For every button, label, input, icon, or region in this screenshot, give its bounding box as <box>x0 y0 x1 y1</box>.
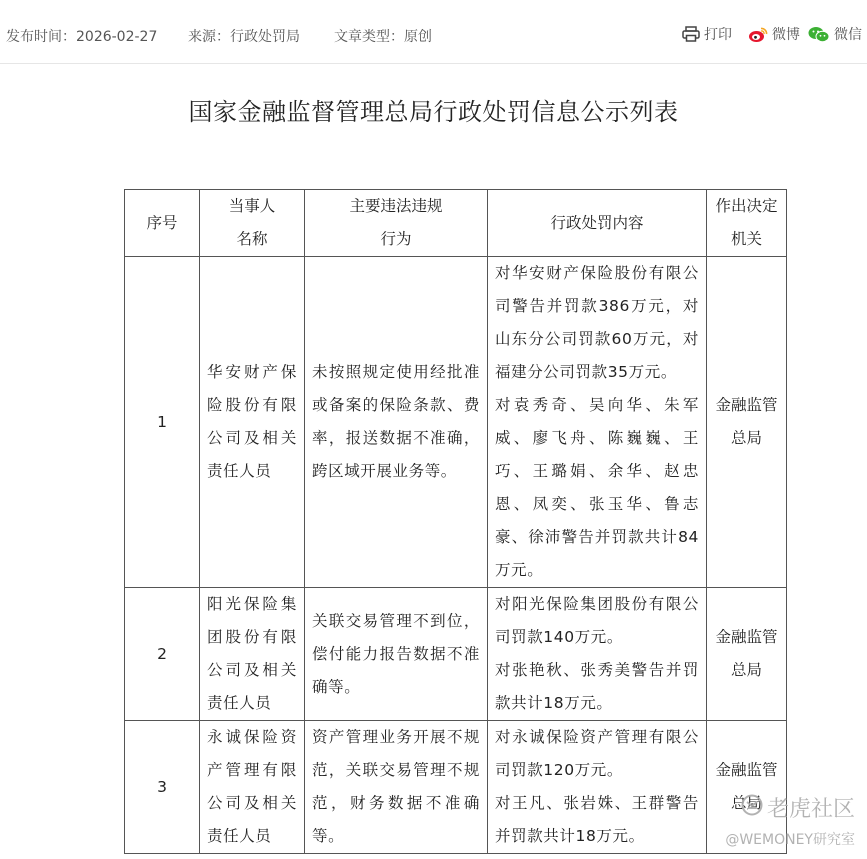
table-row <box>125 257 787 588</box>
watermark-sub: @WEMONEY研究室 <box>725 832 855 848</box>
penalty-content <box>488 257 707 588</box>
publish-date: 发布时间：2026-02-27 <box>6 29 158 45</box>
violation-description: 关联交易管理不到位，偿付能力报告数据不准确等。 <box>305 588 488 721</box>
party-name: 永诚保险资产管理有限公司及相关责任人员 <box>200 721 305 854</box>
watermark-main: 老虎社区 <box>725 792 855 823</box>
table-row <box>125 721 787 854</box>
header-penalty: 行政处罚内容 <box>488 190 707 257</box>
printer-icon <box>682 26 700 42</box>
header-no: 序号 <box>125 190 200 257</box>
party-name: 华安财产保险股份有限公司及相关责任人员 <box>200 257 305 588</box>
row-number: 3 <box>125 721 200 854</box>
print-button[interactable] <box>682 24 732 44</box>
table-header-row <box>125 190 787 257</box>
penalty-company: 对永诚保险资产管理有限公司罚款120万元。 <box>495 728 699 779</box>
table-row <box>125 588 787 721</box>
penalty-company: 对阳光保险集团股份有限公司罚款140万元。 <box>495 595 699 646</box>
decision-authority: 金融监管总局 <box>707 257 787 588</box>
penalty-individuals: 对王凡、张岩姝、王群警告并罚款共计18万元。 <box>495 794 699 845</box>
penalty-individuals: 对袁秀奇、吴向华、朱军威、廖飞舟、陈巍巍、王巧、王璐娟、余华、赵忠恩、凤奕、张玉华、鲁志豪、徐沛警告并罚款共计84万元。 <box>495 396 699 579</box>
article-type: 文章类型：原创 <box>334 29 432 45</box>
decision-authority: 金融监管总局 <box>707 721 787 854</box>
wechat-icon <box>808 26 830 43</box>
penalty-content <box>488 588 707 721</box>
decision-authority: 金融监管总局 <box>707 588 787 721</box>
row-number: 2 <box>125 588 200 721</box>
penalty-individuals: 对张艳秋、张秀美警告并罚款共计18万元。 <box>495 661 699 712</box>
header-violation: 主要违法违规 行为 <box>305 190 488 257</box>
penalty-table <box>124 189 787 854</box>
party-name: 阳光保险集团股份有限公司及相关责任人员 <box>200 588 305 721</box>
penalty-content <box>488 721 707 854</box>
wechat-share-button[interactable] <box>808 24 862 44</box>
violation-description: 资产管理业务开展不规范，关联交易管理不规范，财务数据不准确等。 <box>305 721 488 854</box>
article-source: 来源：行政处罚局 <box>188 29 300 45</box>
penalty-company: 对华安财产保险股份有限公司警告并罚款386万元，对山东分公司罚款60万元，对福建分公司罚款35万元。 <box>495 264 699 381</box>
weibo-label: 微博 <box>772 27 800 43</box>
row-number: 1 <box>125 257 200 588</box>
page-title: 国家金融监督管理总局行政处罚信息公示列表 <box>188 98 679 126</box>
weibo-icon <box>748 26 768 43</box>
violation-description: 未按照规定使用经批准或备案的保险条款、费率，报送数据不准确，跨区域开展业务等。 <box>305 257 488 588</box>
article-meta-bar <box>0 0 867 64</box>
print-label: 打印 <box>704 27 732 43</box>
header-org: 作出决定 机关 <box>707 190 787 257</box>
wechat-label: 微信 <box>834 27 862 43</box>
header-party: 当事人 名称 <box>200 190 305 257</box>
weibo-share-button[interactable] <box>748 24 800 44</box>
